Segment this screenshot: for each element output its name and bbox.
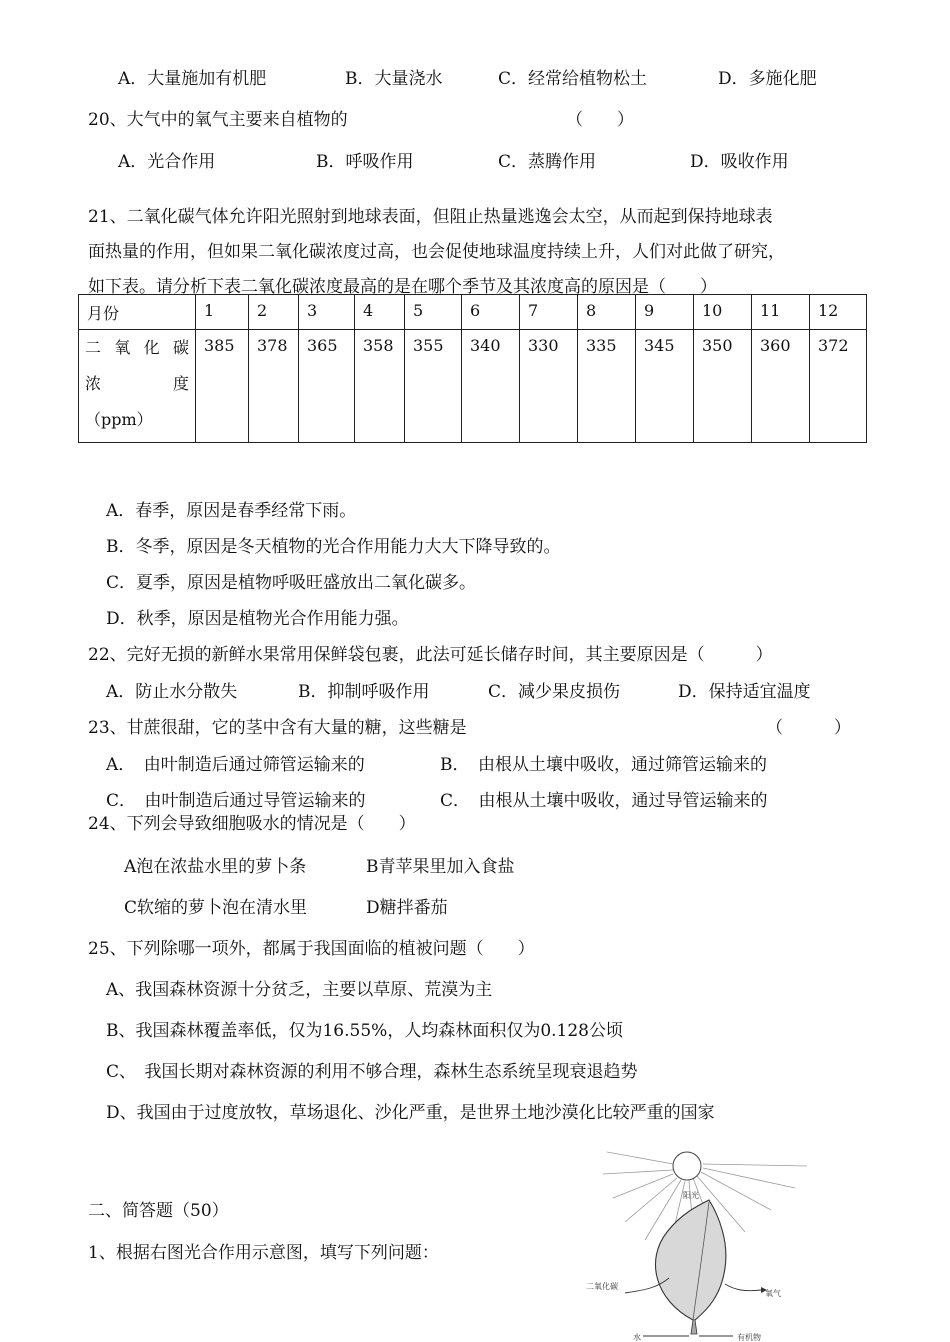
q22-option-d: D．保持适宜温度	[678, 682, 811, 702]
co2-value-cell: 385	[196, 330, 249, 443]
co2-label-line1: 二氧化碳	[85, 338, 189, 357]
q22-stem: 22、完好无损的新鲜水果常用保鲜袋包裹，此法可延长储存时间，其主要原因是（ ）	[88, 645, 773, 665]
q23-option-c: C． 由叶制造后通过导管运输来的	[106, 791, 366, 811]
q21-stem-line3: 如下表。请分析下表二氧化碳浓度最高的是在哪个季节及其浓度高的原因是（ ）	[88, 277, 717, 297]
q23-stem: 23、甘蔗很甜，它的茎中含有大量的糖，这些糖是	[88, 718, 467, 738]
q25-option-c: C、 我国长期对森林资源的利用不够合理，森林生态系统呈现衰退趋势	[106, 1062, 638, 1082]
co2-value-cell: 365	[299, 330, 355, 443]
q21-option-a: A．春季，原因是春季经常下雨。	[106, 501, 357, 521]
co2-table-value-row	[79, 330, 867, 443]
q25-option-d: D、我国由于过度放牧，草场退化、沙化严重，是世界土地沙漠化比较严重的国家	[106, 1103, 715, 1123]
month-header: 月份	[79, 295, 196, 330]
q22-option-c: C．减少果皮损伤	[488, 682, 621, 702]
co2-value-cell: 330	[520, 330, 578, 443]
co2-label-line3: （ppm）	[85, 410, 153, 429]
co2-label-line2b: 度	[172, 374, 189, 393]
leaf-stem	[691, 1320, 697, 1334]
q21-stem-line2: 面热量的作用，但如果二氧化碳浓度过高，也会促使地球温度持续上升，人们对此做了研究，	[88, 242, 785, 262]
month-cell: 6	[462, 295, 520, 330]
month-cell: 9	[636, 295, 694, 330]
month-cell: 1	[196, 295, 249, 330]
month-cell: 5	[405, 295, 462, 330]
month-cell: 12	[810, 295, 867, 330]
co2-value-cell: 358	[355, 330, 405, 443]
co2-label-line2a: 浓	[85, 374, 102, 393]
q19-option-d: D．多施化肥	[718, 69, 817, 89]
oxygen-arrow	[725, 1284, 761, 1291]
water-label: 水	[633, 1333, 641, 1342]
q20-option-d: D．吸收作用	[690, 152, 789, 172]
co2-value-cell: 360	[752, 330, 810, 443]
q19-option-c: C．经常给植物松土	[498, 69, 648, 89]
q23-option-b: B． 由根从土壤中吸收，通过筛管运输来的	[440, 755, 767, 775]
co2-value-cell: 340	[462, 330, 520, 443]
q20-option-a: A．光合作用	[118, 152, 216, 172]
co2-value-cell: 345	[636, 330, 694, 443]
q23-answer-paren: （ ）	[766, 718, 851, 738]
month-cell: 2	[249, 295, 299, 330]
q19-option-b: B．大量浇水	[345, 69, 443, 89]
month-cell: 4	[355, 295, 405, 330]
q19-option-a: A．大量施加有机肥	[118, 69, 267, 89]
month-cell: 8	[578, 295, 636, 330]
sun-label: 阳光	[683, 1191, 699, 1200]
q25-option-a: A、我国森林资源十分贫乏，主要以草原、荒漠为主	[106, 980, 493, 1000]
month-cell: 7	[520, 295, 578, 330]
photosynthesis-diagram	[585, 1150, 815, 1342]
co2-table	[78, 294, 867, 443]
q23-option-a: A． 由叶制造后通过筛管运输来的	[106, 755, 365, 775]
q21-option-b: B．冬季，原因是冬天植物的光合作用能力大大下降导致的。	[106, 537, 561, 557]
co2-value-cell: 335	[578, 330, 636, 443]
q24-option-c: C软缩的萝卜泡在清水里	[124, 898, 308, 918]
organic-label: 有机物	[737, 1333, 761, 1342]
q22-option-a: A．防止水分散失	[106, 682, 238, 702]
q24-stem: 24、下列会导致细胞吸水的情况是（ ）	[88, 814, 416, 834]
q25-option-b: B、我国森林覆盖率低，仅为16.55%，人均森林面积仅为0.128公顷	[106, 1021, 623, 1041]
section2-q1: 1、根据右图光合作用示意图，填写下列问题：	[88, 1243, 439, 1263]
q20-option-b: B．呼吸作用	[316, 152, 414, 172]
month-cell: 3	[299, 295, 355, 330]
co2-value-cell: 372	[810, 330, 867, 443]
q22-option-b: B．抑制呼吸作用	[298, 682, 430, 702]
sun-icon	[673, 1152, 701, 1180]
q24-option-a: A泡在浓盐水里的萝卜条	[124, 857, 307, 877]
leaf-icon	[655, 1200, 725, 1320]
q23-option-d: C． 由根从土壤中吸收，通过导管运输来的	[440, 791, 768, 811]
q24-option-d: D糖拌番茄	[366, 898, 448, 918]
co2-row-label	[79, 330, 196, 443]
co2-table-header-row	[79, 295, 867, 330]
co2-value-cell: 355	[405, 330, 462, 443]
section2-title: 二、简答题（50）	[88, 1201, 229, 1221]
q20-answer-paren: （ ）	[566, 110, 634, 130]
co2-value-cell: 350	[694, 330, 752, 443]
q20-stem: 20、大气中的氧气主要来自植物的	[88, 110, 348, 130]
month-cell: 11	[752, 295, 810, 330]
q21-option-c: C．夏季，原因是植物呼吸旺盛放出二氧化碳多。	[106, 573, 477, 593]
co2-label: 二氧化碳	[586, 1282, 618, 1291]
q24-option-b: B青苹果里加入食盐	[366, 857, 515, 877]
q25-stem: 25、下列除哪一项外，都属于我国面临的植被问题（ ）	[88, 939, 535, 959]
q21-option-d: D．秋季，原因是植物光合作用能力强。	[106, 609, 409, 629]
q21-stem-line1: 21、二氧化碳气体允许阳光照射到地球表面，但阻止热量逃逸会太空，从而起到保持地球表	[88, 207, 773, 227]
oxygen-label: 氧气	[765, 1289, 781, 1298]
co2-value-cell: 378	[249, 330, 299, 443]
month-cell: 10	[694, 295, 752, 330]
q20-option-c: C．蒸腾作用	[498, 152, 597, 172]
